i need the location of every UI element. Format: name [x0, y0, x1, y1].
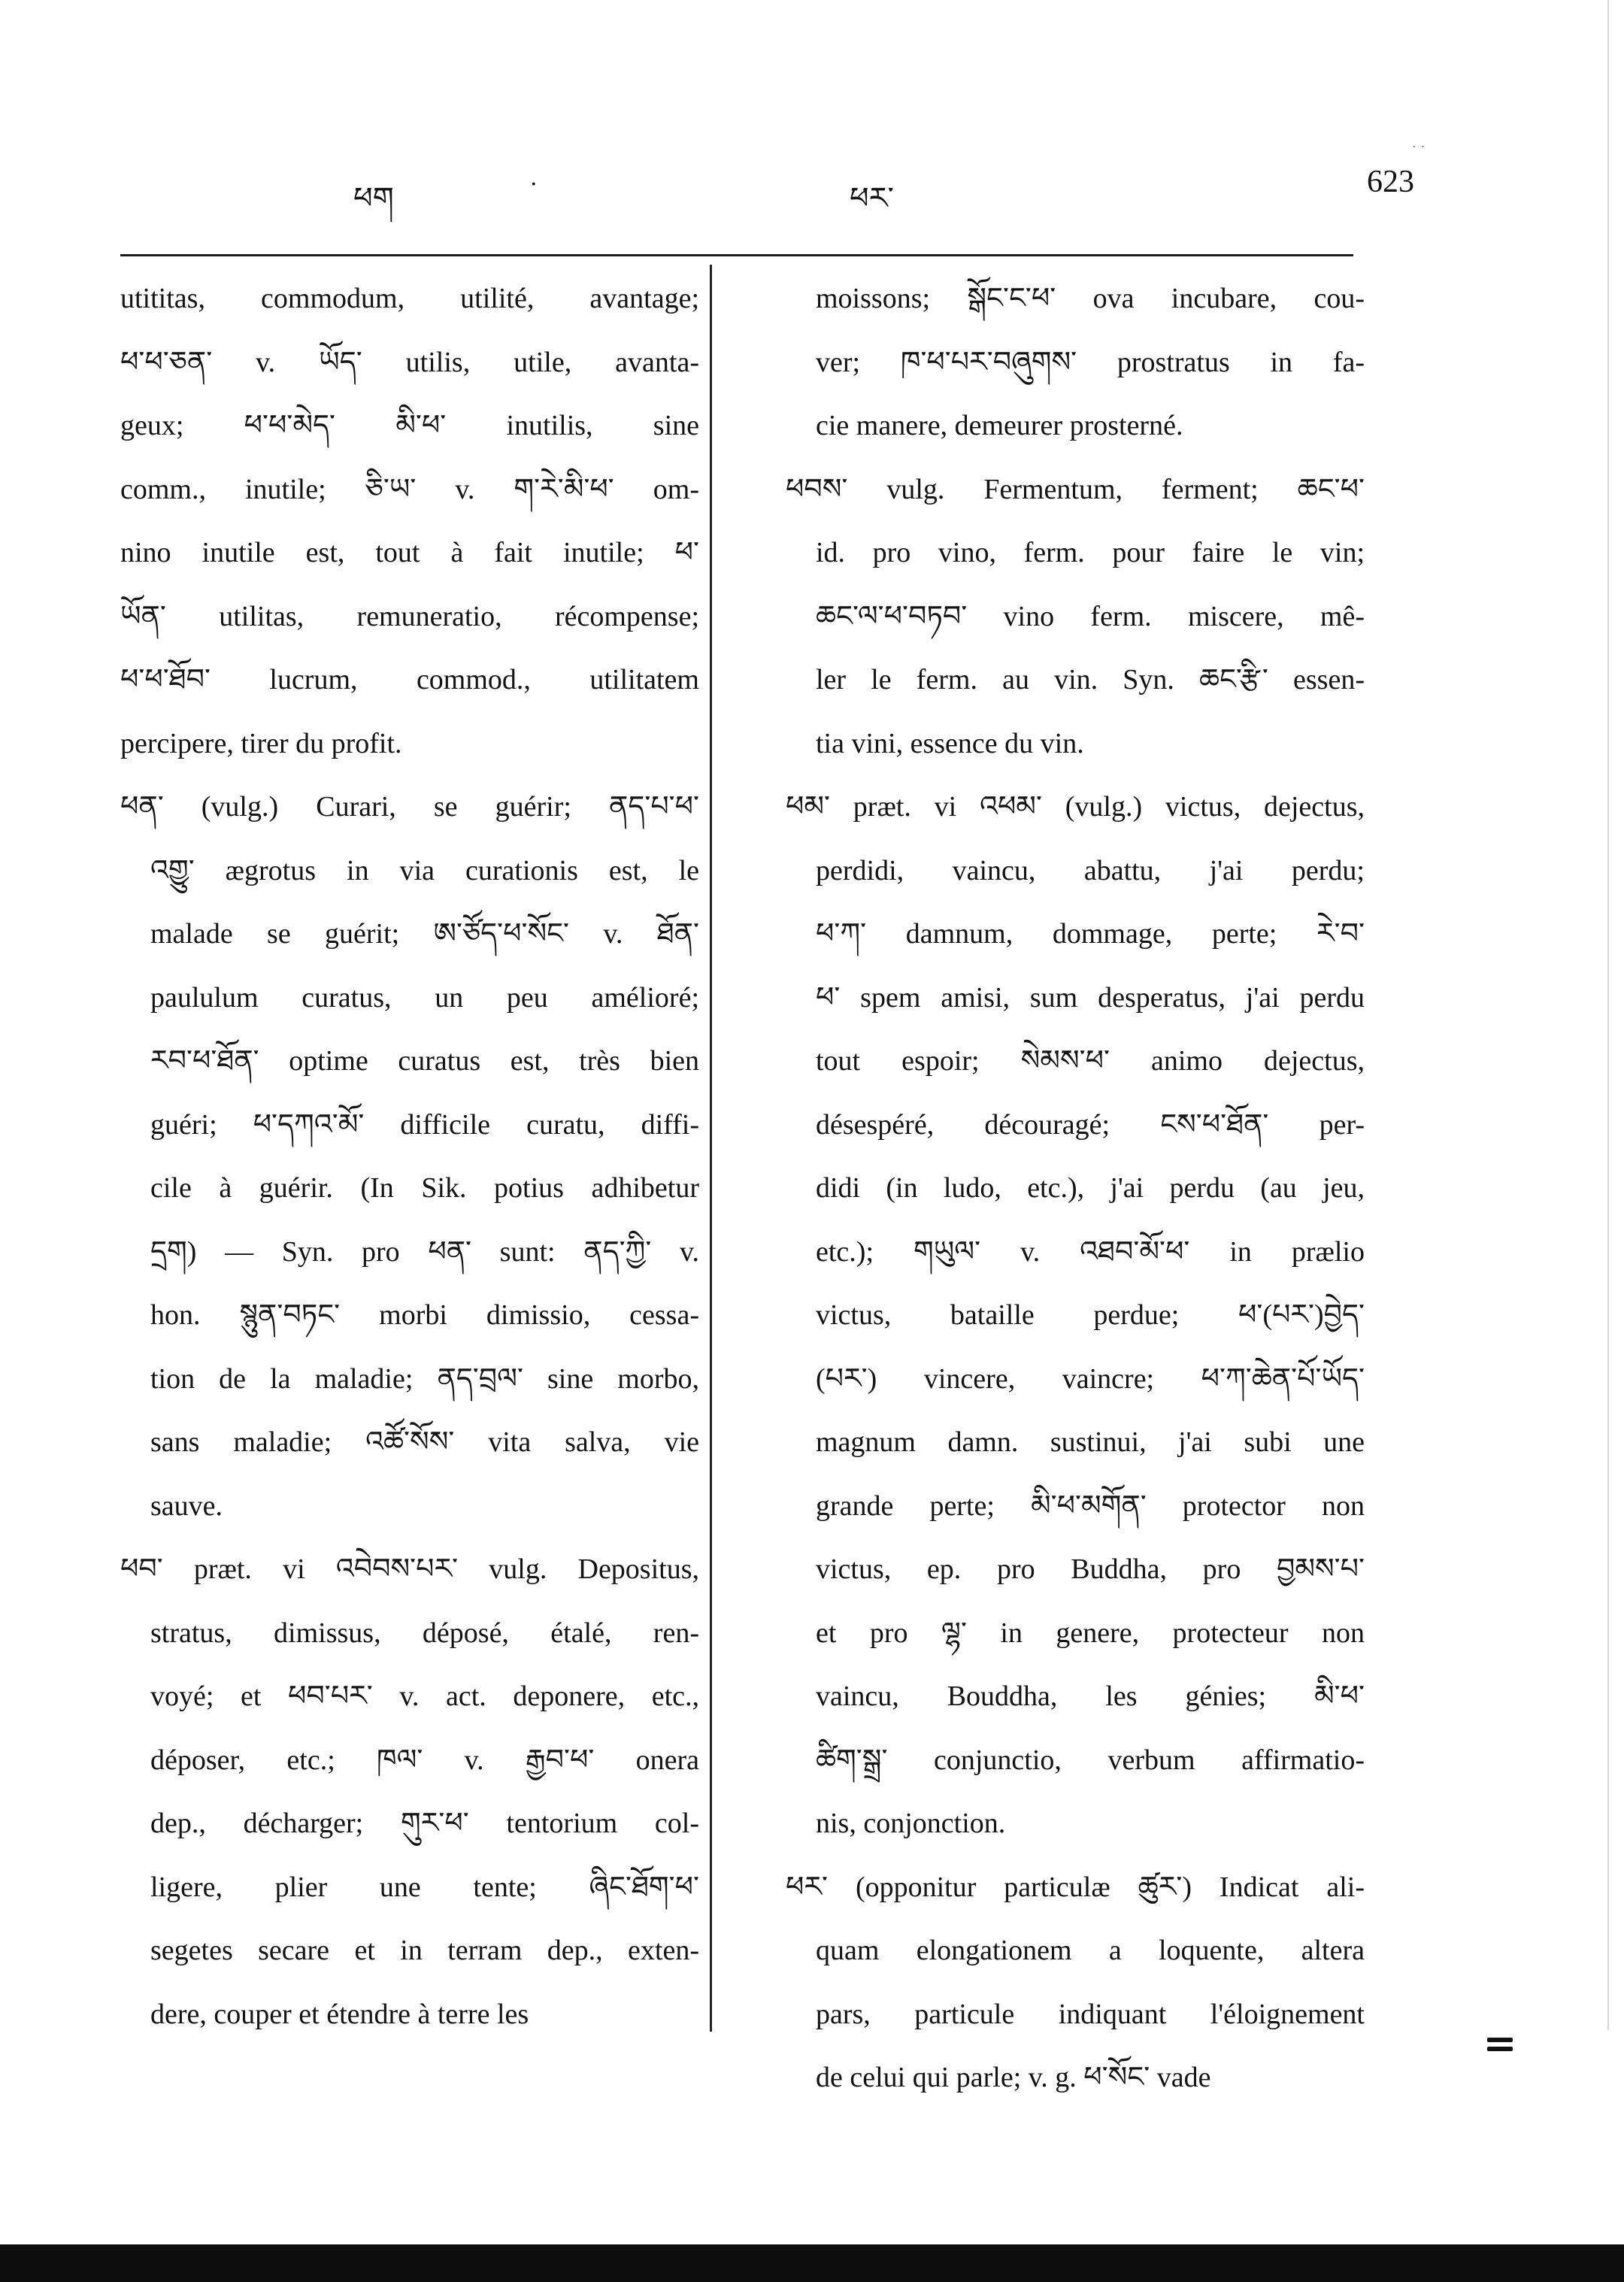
text-line: ཆང་ལ་ཕ་བཏབ་ vino ferm. miscere, mê-	[816, 600, 1365, 632]
text-line: ver; ཁ་ཕ་པར་བཞུགས་ prostratus in fa-	[816, 346, 1365, 378]
text-line: segetes secare et in terram dep., exten-	[150, 1935, 699, 1966]
column-separator	[710, 265, 712, 2032]
text-line: magnum damn. sustinui, j'ai subi une	[816, 1426, 1365, 1458]
text-line: déposer, etc.; ཁལ་ v. རྒྱབ་ཕ་ onera	[150, 1744, 699, 1776]
text-line: paululum curatus, un peu amélioré;	[150, 981, 699, 1014]
text-line: (པར་) vincere, vaincre; ཕ་ཀ་ཆེན་པོ་ཡོད་	[816, 1362, 1365, 1395]
text-line: désespéré, découragé; ངས་ཕ་ཐོན་ per-	[816, 1108, 1365, 1141]
text-line: et pro ལྷ་ in genere, protecteur non	[816, 1617, 1365, 1649]
text-line: ཕ་ spem amisi, sum desperatus, j'ai perdu	[816, 981, 1365, 1014]
text-line: sauve.	[150, 1490, 223, 1522]
text-line: ཕམ་ præt. vi འཕམ་ (vulg.) victus, dejectus,	[786, 791, 1365, 823]
text-line: ཕ་ཕ་ཅན་ v. ཡོད་ utilis, utile, avanta-	[120, 346, 699, 378]
text-line: stratus, dimissus, déposé, étalé, ren-	[150, 1617, 699, 1649]
text-line: vaincu, Bouddha, les génies; མི་ཕ་	[816, 1680, 1365, 1712]
text-line: dere, couper et étendre à terre les	[150, 1998, 529, 2030]
text-line: nino inutile est, tout à fait inutile; ཕ་	[120, 537, 699, 568]
text-line: id. pro vino, ferm. pour faire le vin;	[816, 537, 1365, 568]
text-line: ligere, plier une tente; ཞིང་ཐོག་ཕ་	[150, 1871, 699, 1903]
text-line: sans maladie; འཚོ་སོས་ vita salva, vie	[150, 1426, 699, 1458]
text-line: geux; ཕ་ཕ་མེད་ མི་ཕ་ inutilis, sine	[120, 410, 699, 441]
text-line: guéri; ཕ་དཀའ་མོ་ difficile curatu, diffi-	[150, 1108, 699, 1141]
header-rule	[120, 254, 1353, 256]
text-line: moissons; སྒོང་ང་ཕ་ ova incubare, cou-	[816, 283, 1365, 314]
text-line: ler le ferm. au vin. Syn. ཆང་རྩི་ essen-	[816, 664, 1365, 696]
text-line: nis, conjonction.	[816, 1808, 1006, 1839]
text-line: ཕར་ (opponitur particulæ ཚུར་) Indicat ali-	[786, 1871, 1365, 1903]
margin-mark-icon	[1487, 2038, 1513, 2051]
text-line: cie manere, demeurer prosterné.	[816, 410, 1183, 441]
scan-bottom-border	[0, 2244, 1624, 2282]
text-line: victus, ep. pro Buddha, pro བྱམས་པ་	[816, 1553, 1365, 1585]
text-line: etc.); གཡུལ་ v. འཐབ་མོ་ཕ་ in prælio	[816, 1235, 1365, 1268]
text-line: dep., décharger; གུར་ཕ་ tentorium col-	[150, 1808, 699, 1839]
text-line: comm., inutile; ཅི་ཡ་ v. ག་རེ་མི་ཕ་ om-	[120, 473, 699, 505]
scan-speck: · ·	[1412, 139, 1426, 155]
right-column	[786, 267, 1365, 2110]
text-line: hon. སྙུན་བཏང་ morbi dimissio, cessa-	[150, 1299, 699, 1331]
page-number: 623	[1367, 165, 1414, 199]
text-line: cile à guérir. (In Sik. potius adhibetur	[150, 1172, 699, 1204]
text-line: ཡོན་ utilitas, remuneratio, récompense;	[120, 600, 699, 632]
text-line: ཕན་ (vulg.) Curari, se guérir; ནད་པ་ཕ་	[120, 791, 699, 823]
text-line: voyé; et ཕབ་པར་ v. act. deponere, etc.,	[150, 1680, 699, 1712]
text-line: utititas, commodum, utilité, avantage;	[120, 283, 699, 314]
left-column	[120, 267, 699, 2046]
header-right-headword: ཕར་	[850, 181, 894, 216]
text-line: tion de la maladie; ནད་བྲལ་ sine morbo,	[150, 1362, 699, 1395]
header-dot: ·	[530, 171, 538, 198]
text-line: tia vini, essence du vin.	[816, 727, 1084, 759]
text-line: pars, particule indiquant l'éloignement	[816, 1998, 1365, 2030]
text-line: tout espoir; སེམས་ཕ་ animo dejectus,	[816, 1045, 1365, 1077]
text-line: percipere, tirer du profit.	[120, 727, 402, 759]
text-line: victus, bataille perdue; ཕ་(པར་)བྱེད་	[816, 1299, 1365, 1331]
text-line: འགྱུ་ ægrotus in via curationis est, le	[150, 854, 699, 886]
text-line: quam elongationem a loquente, altera	[816, 1935, 1365, 1966]
text-line: ཕབས་ vulg. Fermentum, ferment; ཆང་ཕ་	[786, 473, 1365, 505]
text-line: malade se guérit; ཨ་ཙོད་ཕ་སོང་ v. ཐོན་	[150, 918, 699, 950]
page-edge-shadow	[1607, 0, 1609, 2030]
text-line: ཚིག་སྒྲ་ conjunctio, verbum affirmatio-	[816, 1744, 1365, 1776]
text-line: ཕབ་ præt. vi འབེབས་པར་ vulg. Depositus,	[120, 1553, 699, 1585]
text-line: དྲག) — Syn. pro ཕན་ sunt: ནད་ཀྱི་ v.	[150, 1235, 699, 1268]
text-line: རབ་ཕ་ཐོན་ optime curatus est, très bien	[150, 1045, 699, 1077]
text-line: grande perte; མི་ཕ་མགོན་ protector non	[816, 1490, 1365, 1522]
text-line: perdidi, vaincu, abattu, j'ai perdu;	[816, 854, 1365, 886]
text-line: ཕ་ཕ་ཐོབ་ lucrum, commod., utilitatem	[120, 664, 699, 696]
text-line: didi (in ludo, etc.), j'ai perdu (au jeu,	[816, 1172, 1365, 1204]
text-line: de celui qui parle; v. g. ཕ་སོང་ vade	[816, 2062, 1211, 2093]
text-line: ཕ་ཀ་ damnum, dommage, perte; རེ་བ་	[816, 918, 1365, 950]
header-left-headword: ཕག	[353, 181, 394, 216]
